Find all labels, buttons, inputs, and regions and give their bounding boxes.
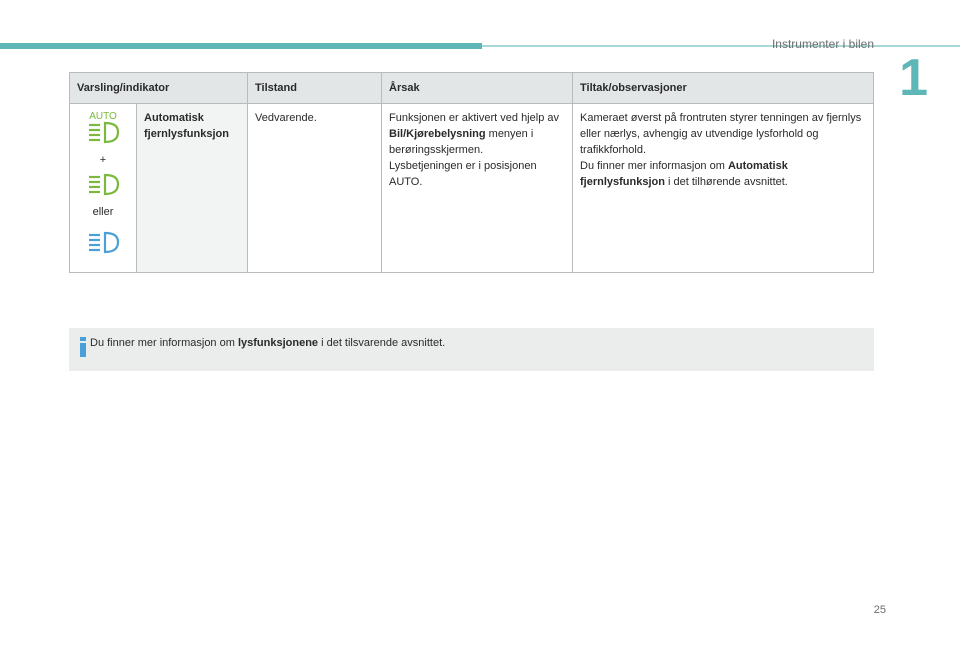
note-text-end: i det tilsvarende avsnittet.	[318, 337, 446, 349]
notes-paragraph: Kameraet øverst på frontruten styrer tenningen av fjernlys eller nærlys, avhengig av utvendige lysforhold og trafikkforhold.	[580, 112, 862, 156]
or-label: eller	[92, 206, 114, 218]
notes-text: Du finner mer informasjon om	[580, 160, 728, 172]
chapter-number: 1	[899, 49, 928, 107]
indicator-name: Automatisk fjernlysfunksjon	[137, 104, 248, 273]
info-note-text	[90, 337, 445, 349]
state-cell: Vedvarende.	[248, 104, 382, 273]
header-rule	[482, 45, 960, 47]
auto-label: AUTO	[89, 111, 117, 122]
header-accent-bar	[0, 43, 482, 49]
notes-cell	[573, 104, 874, 273]
cause-text-end: menyen i berøringsskjermen.	[389, 128, 534, 156]
cause-cell	[382, 104, 573, 273]
icon-cell	[70, 104, 137, 273]
high-beam-blue-icon	[85, 230, 121, 254]
table-header-row	[70, 73, 874, 104]
info-icon	[78, 337, 88, 357]
note-term: lysfunksjonene	[237, 337, 319, 349]
table-row	[70, 104, 874, 273]
cause-paragraph-2: Lysbetjeningen er i posisjonen AUTO.	[389, 160, 537, 188]
high-beam-green-icon	[85, 172, 121, 196]
section-title: Instrumenter i bilen	[771, 37, 874, 51]
header-state: Tilstand	[248, 73, 382, 104]
note-text-start: Du finner mer informasjon om	[90, 337, 238, 349]
notes-paragraph-2	[580, 158, 866, 190]
header-indicator: Varsling/indikator	[70, 73, 248, 104]
info-note	[69, 328, 874, 371]
indicator-table	[69, 72, 874, 273]
menu-separator: /	[403, 128, 407, 140]
menu-bil: Bil	[389, 128, 404, 140]
header-notes: Tiltak/observasjoner	[573, 73, 874, 104]
page-number: 25	[873, 604, 886, 616]
header-cause: Årsak	[382, 73, 573, 104]
plus-label: +	[99, 154, 107, 166]
cause-paragraph	[389, 110, 565, 158]
notes-link-term: Automatisk fjernlysfunksjon	[580, 160, 788, 188]
cause-text: Funksjonen er aktivert ved hjelp av	[389, 112, 559, 124]
menu-kjorebelysning: Kjørebelysning	[406, 128, 486, 140]
auto-high-beam-icon	[85, 110, 121, 144]
notes-text-end: i det tilhørende avsnittet.	[664, 176, 788, 188]
